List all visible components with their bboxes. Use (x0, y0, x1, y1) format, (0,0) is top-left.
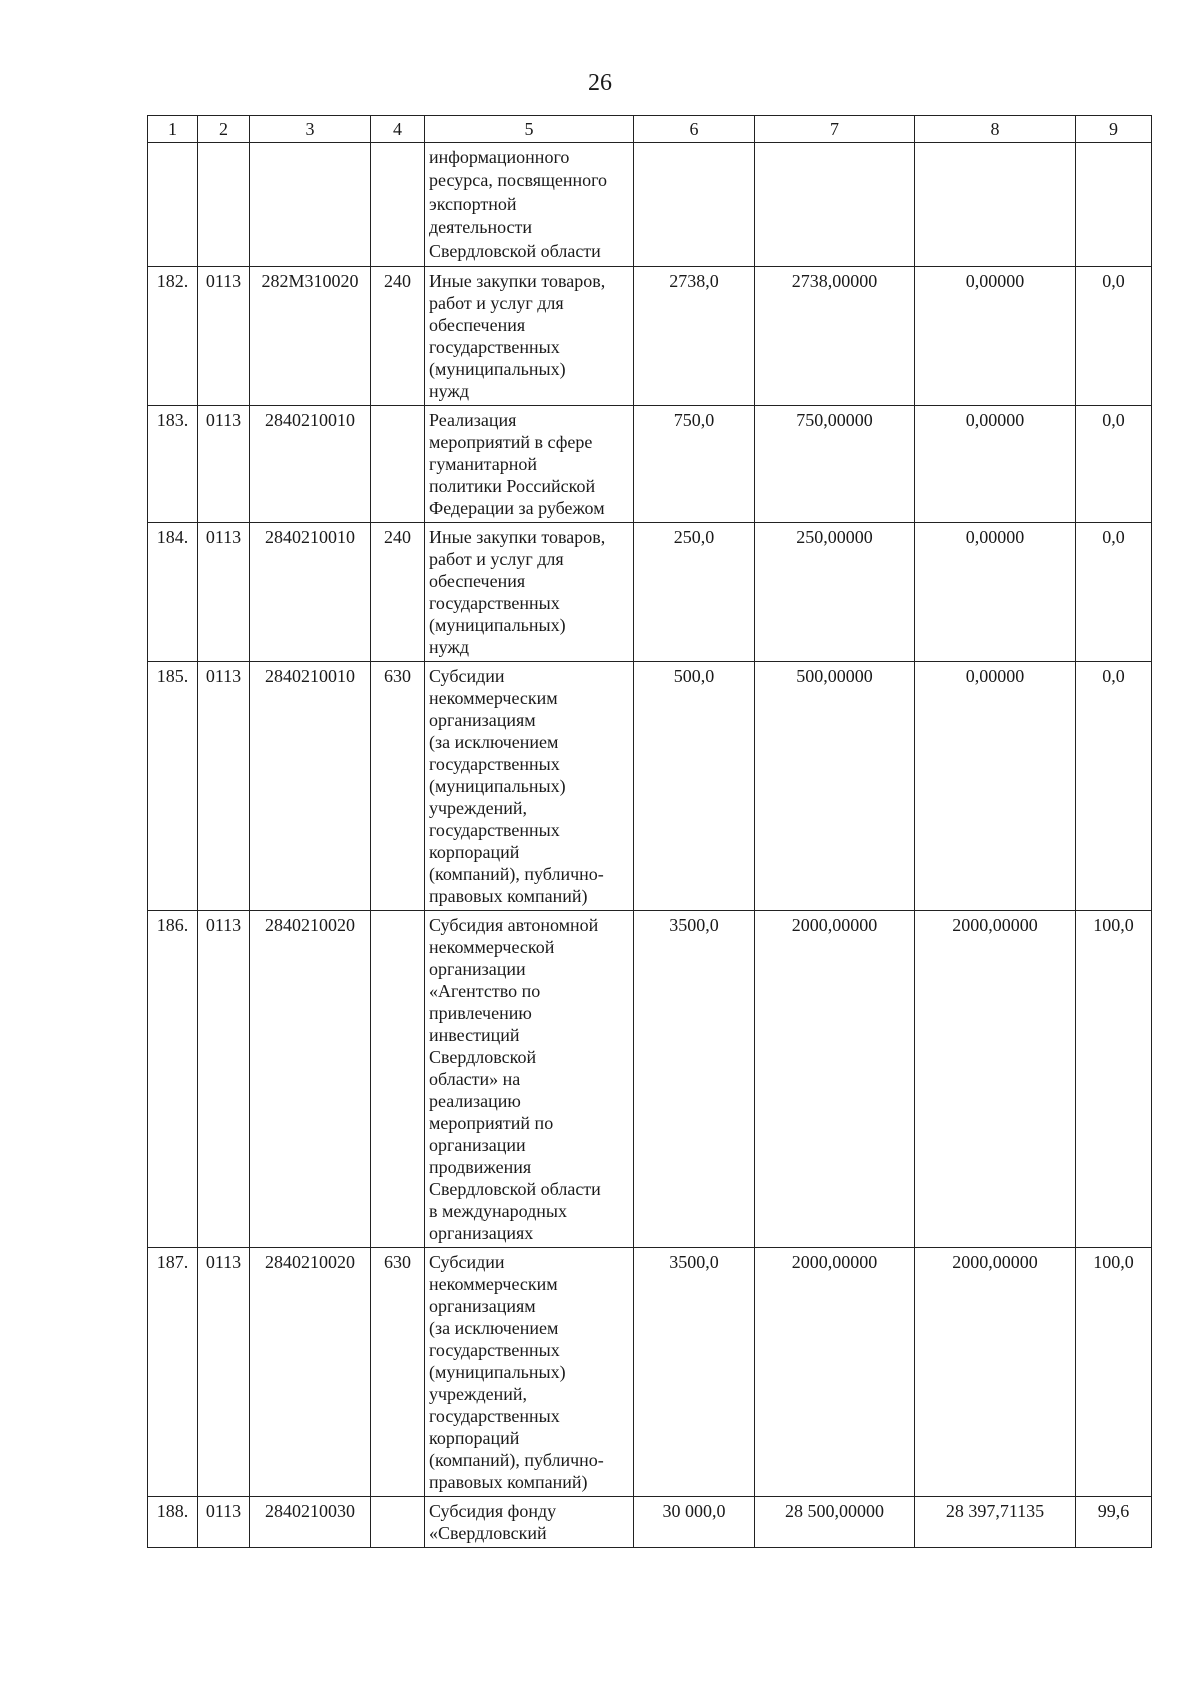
target-article-code: 2840210010 (250, 406, 371, 523)
table-row (148, 523, 1152, 662)
row-number: 184. (148, 523, 198, 662)
target-article-code: 2840210010 (250, 662, 371, 911)
row-number: 182. (148, 267, 198, 406)
value-col-9: 99,6 (1076, 1497, 1152, 1548)
expense-type-code (371, 143, 425, 267)
target-article-code: 2840210020 (250, 1248, 371, 1497)
row-number: 186. (148, 911, 198, 1248)
value-col-6: 3500,0 (634, 911, 755, 1248)
expense-type-code (371, 1497, 425, 1548)
table-row (148, 662, 1152, 911)
column-header: 7 (755, 116, 915, 143)
column-header: 2 (198, 116, 250, 143)
description: Субсидия автономной некоммерческой организации «Агентство по привлечению инвестиций Свердловской области» на реализацию мероприятий по организации продвижения Свердловской области в международных организациях (425, 911, 634, 1248)
description: Субсидии некоммерческим организациям (за исключением государственных (муниципальных) учреждений, государственных корпораций (компаний), публично- правовых компаний) (425, 662, 634, 911)
value-col-7: 250,00000 (755, 523, 915, 662)
value-col-7: 28 500,00000 (755, 1497, 915, 1548)
section-code: 0113 (198, 1497, 250, 1548)
description: Реализация мероприятий в сфере гуманитарной политики Российской Федерации за рубежом (425, 406, 634, 523)
description: Субсидия фонду «Свердловский (425, 1497, 634, 1548)
value-col-6 (634, 143, 755, 267)
value-col-7: 2738,00000 (755, 267, 915, 406)
page-number: 26 (588, 70, 612, 96)
value-col-7: 750,00000 (755, 406, 915, 523)
row-number: 183. (148, 406, 198, 523)
value-col-9: 0,0 (1076, 267, 1152, 406)
column-header: 3 (250, 116, 371, 143)
value-col-9: 0,0 (1076, 523, 1152, 662)
section-code (198, 143, 250, 267)
description: Иные закупки товаров, работ и услуг для обеспечения государственных (муниципальных) нужд (425, 523, 634, 662)
section-code: 0113 (198, 1248, 250, 1497)
value-col-6: 500,0 (634, 662, 755, 911)
row-number: 185. (148, 662, 198, 911)
description: Иные закупки товаров, работ и услуг для обеспечения государственных (муниципальных) нужд (425, 267, 634, 406)
value-col-6: 3500,0 (634, 1248, 755, 1497)
value-col-8: 28 397,71135 (915, 1497, 1076, 1548)
table-row (148, 911, 1152, 1248)
section-code: 0113 (198, 406, 250, 523)
description: информационного ресурса, посвященного экспортной деятельности Свердловской области (425, 143, 634, 267)
column-header: 1 (148, 116, 198, 143)
value-col-6: 30 000,0 (634, 1497, 755, 1548)
value-col-7: 500,00000 (755, 662, 915, 911)
column-header: 4 (371, 116, 425, 143)
value-col-9: 100,0 (1076, 911, 1152, 1248)
target-article-code: 282М310020 (250, 267, 371, 406)
table-row (148, 406, 1152, 523)
table-row (148, 143, 1152, 267)
value-col-6: 2738,0 (634, 267, 755, 406)
target-article-code: 2840210020 (250, 911, 371, 1248)
expense-type-code: 240 (371, 267, 425, 406)
value-col-8: 0,00000 (915, 662, 1076, 911)
value-col-8: 0,00000 (915, 406, 1076, 523)
value-col-8: 0,00000 (915, 267, 1076, 406)
header-row (148, 116, 1152, 143)
column-header: 6 (634, 116, 755, 143)
row-number (148, 143, 198, 267)
expense-type-code: 630 (371, 662, 425, 911)
value-col-7: 2000,00000 (755, 911, 915, 1248)
section-code: 0113 (198, 911, 250, 1248)
column-header: 8 (915, 116, 1076, 143)
value-col-6: 250,0 (634, 523, 755, 662)
section-code: 0113 (198, 267, 250, 406)
expense-type-code (371, 911, 425, 1248)
value-col-9: 0,0 (1076, 406, 1152, 523)
value-col-8: 2000,00000 (915, 911, 1076, 1248)
value-col-9 (1076, 143, 1152, 267)
section-code: 0113 (198, 523, 250, 662)
table-row (148, 1248, 1152, 1497)
description: Субсидии некоммерческим организациям (за исключением государственных (муниципальных) учреждений, государственных корпораций (компаний), публично- правовых компаний) (425, 1248, 634, 1497)
value-col-6: 750,0 (634, 406, 755, 523)
target-article-code: 2840210030 (250, 1497, 371, 1548)
value-col-7 (755, 143, 915, 267)
column-header: 9 (1076, 116, 1152, 143)
value-col-8 (915, 143, 1076, 267)
expense-type-code (371, 406, 425, 523)
value-col-9: 100,0 (1076, 1248, 1152, 1497)
expense-type-code: 630 (371, 1248, 425, 1497)
column-header: 5 (425, 116, 634, 143)
table-row (148, 267, 1152, 406)
expense-type-code: 240 (371, 523, 425, 662)
table-row (148, 1497, 1152, 1548)
section-code: 0113 (198, 662, 250, 911)
row-number: 187. (148, 1248, 198, 1497)
target-article-code (250, 143, 371, 267)
value-col-9: 0,0 (1076, 662, 1152, 911)
budget-table (147, 115, 1152, 1548)
value-col-8: 0,00000 (915, 523, 1076, 662)
value-col-7: 2000,00000 (755, 1248, 915, 1497)
value-col-8: 2000,00000 (915, 1248, 1076, 1497)
row-number: 188. (148, 1497, 198, 1548)
target-article-code: 2840210010 (250, 523, 371, 662)
